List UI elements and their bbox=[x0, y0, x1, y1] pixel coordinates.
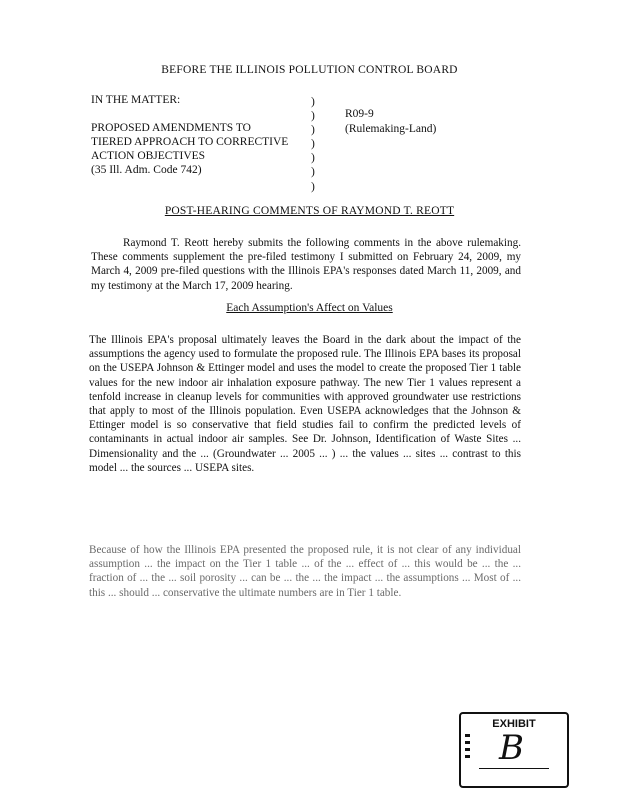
caption-line: ACTION OBJECTIVES bbox=[91, 150, 206, 162]
exhibit-underline bbox=[479, 768, 549, 769]
case-caption bbox=[91, 93, 311, 177]
document-title: POST-HEARING COMMENTS OF RAYMOND T. REOTT bbox=[164, 205, 455, 217]
body-paragraph-2: The Illinois EPA's proposal ultimately leaves the Board in the dark about the impact of the assumptions the agency used to formulate the proposed rule. The Illinois EPA bases its proposal on the USEPA Johnson & Ettinger model and uses the model to create the proposed Tier 1 table values for the new indoor air inhalation exposure pathway. The new Tier 1 values represent a tenfold increase in cleanup levels for communities with approved groundwater use restrictions that apply to most of the Illinois population. Even USEPA acknowledges that the Johnson & Ettinger model is so conservative that field studies fail to confirm the predicted levels of contaminants in actual indoor air samples. See Dr. Johnson, Identification of Waste Sites ... Dimensionality and the ... (Groundwater ... 2005 ... ) ... the values ... sites ... contrast to this model ... the sources ... USEPA sites. bbox=[89, 334, 521, 474]
section-heading: Each Assumption's Affect on Values bbox=[226, 302, 393, 314]
intro-paragraph: Raymond T. Reott hereby submits the following comments in the above rulemaking. These comments supplement the pre-filed testimony I submitted on February 24, 2009, my March 4, 2009 pre-filed questions with the Illinois EPA's responses dated March 11, 2009, and my testimony at the March 17, 2009 hearing. bbox=[91, 237, 521, 292]
docket-block bbox=[345, 107, 436, 137]
exhibit-sticker bbox=[459, 712, 569, 788]
exhibit-letter-handwritten: B bbox=[499, 728, 524, 768]
caption-line: PROPOSED AMENDMENTS TO bbox=[91, 122, 251, 134]
caption-line: (35 Ill. Adm. Code 742) bbox=[91, 164, 202, 176]
exhibit-label: EXHIBIT bbox=[492, 718, 536, 730]
board-header: BEFORE THE ILLINOIS POLLUTION CONTROL BOARD bbox=[161, 64, 458, 76]
exhibit-tab-marks bbox=[465, 734, 471, 768]
body-paragraph-3: Because of how the Illinois EPA presented the proposed rule, it is not clear of any individual assumption ... the impact on the Tier 1 table ... of the ... effect of ... this would be ... the ... fraction of ... the ... soil porosity ... can be ... the ... the impact ... the assumptions ... Most of ... this ... should ... conservative the ultimate numbers are in Tier 1 table. bbox=[89, 544, 521, 599]
docket-number: R09-9 bbox=[345, 108, 374, 120]
caption-line: IN THE MATTER: bbox=[91, 94, 181, 106]
caption-line bbox=[91, 107, 311, 121]
caption-line: TIERED APPROACH TO CORRECTIVE bbox=[91, 136, 289, 148]
caption-parentheses: ) ) ) ) ) ) ) bbox=[311, 96, 315, 193]
docket-type: (Rulemaking-Land) bbox=[345, 123, 437, 135]
